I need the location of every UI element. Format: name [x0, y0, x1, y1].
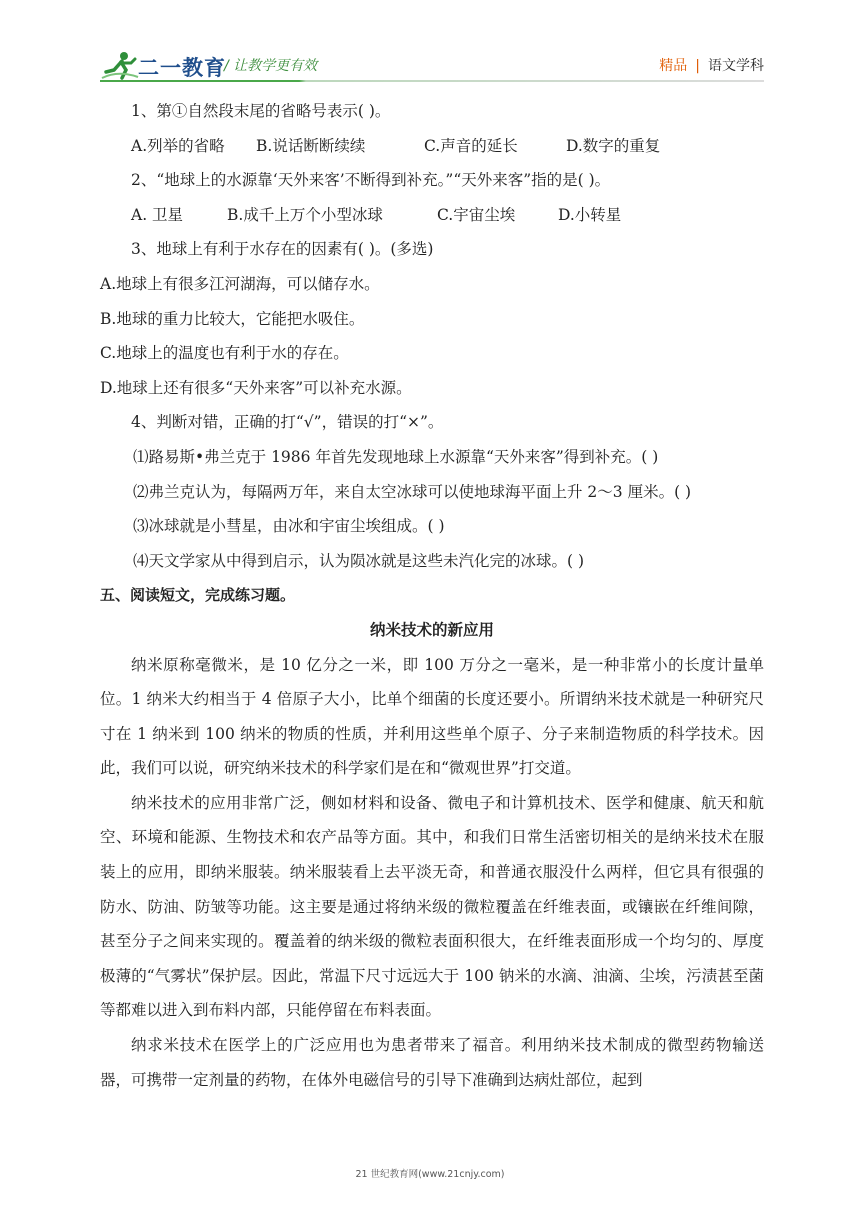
option-d: D.小转星: [558, 205, 622, 224]
article-title: 纳米技术的新应用: [369, 620, 494, 639]
page-header: [100, 44, 764, 84]
question-3-choice-c: C.地球上的温度也有利于水的存在。: [100, 344, 349, 363]
question-4-item-2: ⑵弗兰克认为，每隔两万年，来自太空冰球可以使地球海平面上升 2～3 厘米。( ): [133, 482, 692, 501]
header-separator: |: [695, 58, 700, 74]
question-3-choice-d: D.地球上还有很多“天外来客”可以补充水源。: [100, 378, 412, 397]
question-4-item-4: ⑷天文学家从中得到启示，认为陨冰就是这些未汽化完的冰球。( ): [133, 551, 585, 570]
subject-label: 语文学科: [708, 58, 764, 74]
question-3: 3、地球上有利于水存在的因素有( )。(多选): [131, 240, 434, 259]
header-divider: [100, 80, 764, 82]
article-paragraph-3: 纳求米技术在医学上的广泛应用也为患者带来了福音。利用纳米技术制成的微型药物输送器，可携带一定剂量的药物，在体外电磁信号的引导下准确到达病灶部位，起到: [100, 1036, 764, 1089]
question-2-options: [100, 198, 764, 233]
logo-text: 二一教育: [138, 56, 226, 80]
option-a: A.列举的省略: [131, 136, 225, 155]
question-3-choice-b: B.地球的重力比较大，它能把水吸住。: [100, 309, 365, 328]
option-c: C.声音的延长: [424, 136, 518, 155]
option-b: B.说话断断续续: [256, 136, 366, 155]
page-footer: 21 世纪教育网(www.21cnjy.com): [355, 1169, 505, 1180]
logo: [100, 50, 240, 82]
question-1-options: [100, 129, 764, 164]
option-a: A. 卫星: [131, 205, 184, 224]
question-4-item-3: ⑶冰球就是小彗星，由冰和宇宙尘埃组成。( ): [133, 517, 445, 536]
question-4: 4、判断对错，正确的打“√”，错误的打“×”。: [131, 413, 444, 432]
header-right: [659, 55, 764, 75]
question-2: 2、“地球上的水源靠‘天外来客’不断得到补充。”“天外来客”指的是( )。: [131, 171, 611, 190]
slogan: / 让教学更有效: [224, 58, 318, 74]
article-paragraph-2: 纳米技术的应用非常广泛，侧如材料和设备、微电子和计算机技术、医学和健康、航天和航空、环境和能源、生物技术和农产品等方面。其中，和我们日常生活密切相关的是纳米技术在服装上的应用，即纳米服装。纳米服装看上去平淡无奇，和普通衣服没什么两样，但它具有很强的防水、防油、防皱等功能。这主要是通过将纳米级的微粒覆盖在纤维表面，或镶嵌在纤维间隙，甚至分子之间来实现的。覆盖着的纳米级的微粒表面积很大，在纤维表面形成一个均匀的、厚度极薄的“气雾状”保护层。因此，常温下尺寸远远大于 100 钠米的水滴、油滴、尘埃，污渍甚至菌等都难以进入到布料内部，只能停留在布料表面。: [100, 793, 764, 1020]
option-d: D.数字的重复: [566, 136, 661, 155]
runner-logo-icon: [100, 50, 140, 82]
question-1: 1、第①自然段末尾的省略号表示( )。: [131, 102, 391, 120]
option-b: B.成千上万个小型冰球: [227, 205, 383, 224]
worksheet-content: [100, 94, 764, 1097]
option-c: C.宇宙尘埃: [437, 205, 516, 224]
question-4-item-1: ⑴路易斯•弗兰克于 1986 年首先发现地球上水源靠“天外来客”得到补充。( ): [133, 447, 659, 466]
section-5-heading: 五、阅读短文，完成练习题。: [100, 586, 296, 605]
article-paragraph-1: 纳米原称毫微米，是 10 亿分之一米，即 100 万分之一毫米，是一种非常小的长度计量单位。1 纳米大约相当于 4 倍原子大小，比单个细菌的长度还要小。所谓纳米技术就是一种研究尺寸在 1 纳米到 100 纳米的物质的性质，并利用这些单个原子、分子来制造物质的科学技术。因此，我们可以说，研究纳米技术的科学家们是在和“微观世界”打交道。: [100, 655, 764, 778]
question-3-choice-a: A.地球上有很多江河湖海，可以储存水。: [100, 274, 380, 293]
quality-badge: 精品: [659, 58, 688, 74]
